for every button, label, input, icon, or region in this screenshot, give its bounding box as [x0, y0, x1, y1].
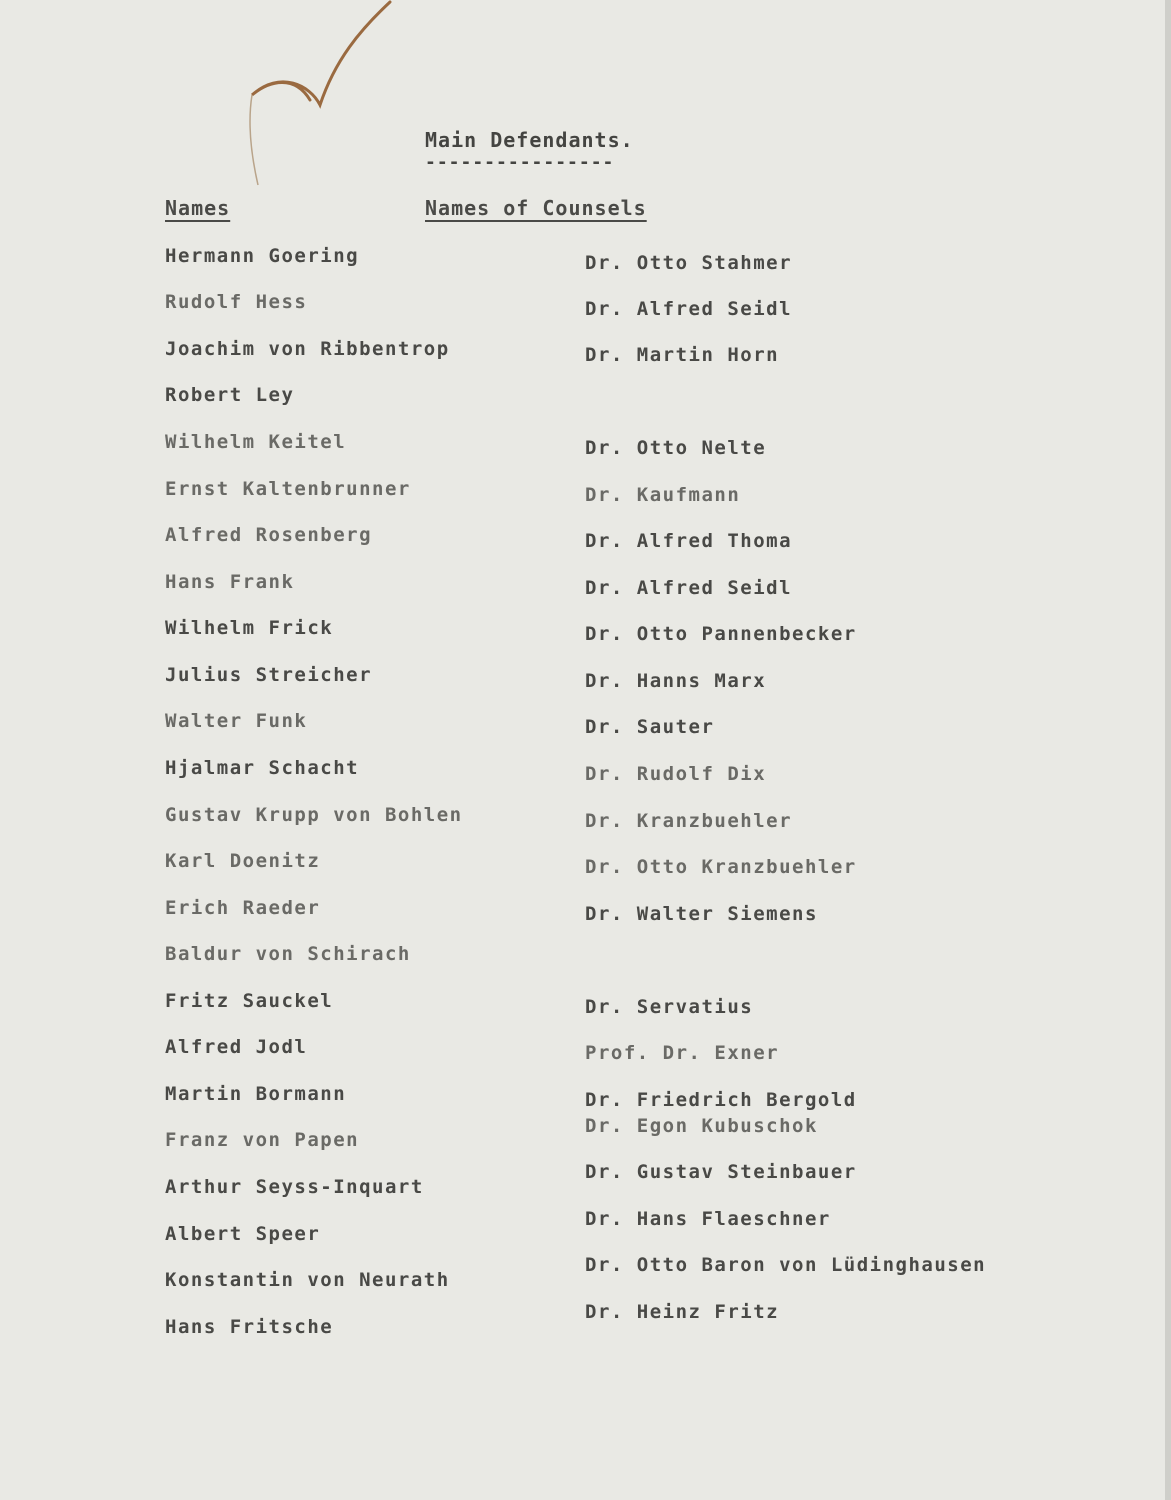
defendant-name: Karl Doenitz — [165, 850, 321, 872]
counsel-name: Dr. Kranzbuehler — [585, 810, 793, 832]
defendant-name: Wilhelm Keitel — [165, 431, 347, 453]
defendant-name: Albert Speer — [165, 1223, 321, 1245]
defendant-name: Arthur Seyss-Inquart — [165, 1176, 424, 1198]
defendant-name: Erich Raeder — [165, 897, 321, 919]
counsel-name: Dr. Heinz Fritz — [585, 1301, 780, 1323]
defendant-name: Martin Bormann — [165, 1083, 347, 1105]
counsel-name: Dr. Alfred Thoma — [585, 530, 793, 552]
document-title: Main Defendants. — [425, 128, 634, 152]
counsel-name: Dr. Alfred Seidl — [585, 577, 793, 599]
paper-edge — [1165, 0, 1171, 1500]
defendant-name: Hjalmar Schacht — [165, 757, 360, 779]
counsel-name: Dr. Hanns Marx — [585, 670, 767, 692]
ink-mark — [240, 0, 400, 190]
defendant-name: Baldur von Schirach — [165, 943, 411, 965]
counsel-name: Dr. Rudolf Dix — [585, 763, 767, 785]
defendant-name: Ernst Kaltenbrunner — [165, 478, 411, 500]
defendant-name: Wilhelm Frick — [165, 617, 334, 639]
counsel-name: Dr. Hans Flaeschner — [585, 1208, 831, 1230]
counsel-name: Dr. Otto Nelte — [585, 437, 767, 459]
defendant-name: Robert Ley — [165, 384, 295, 406]
defendant-name: Joachim von Ribbentrop — [165, 338, 450, 360]
counsel-name: Dr. Friedrich Bergold — [585, 1089, 857, 1111]
defendant-name: Alfred Rosenberg — [165, 524, 373, 546]
defendant-name: Hermann Goering — [165, 245, 360, 267]
defendant-name: Julius Streicher — [165, 664, 373, 686]
counsel-name: Dr. Otto Baron von Lüdinghausen — [585, 1254, 987, 1276]
counsel-name: Dr. Gustav Steinbauer — [585, 1161, 857, 1183]
defendant-name: Fritz Sauckel — [165, 990, 334, 1012]
counsel-name: Dr. Otto Kranzbuehler — [585, 856, 857, 878]
names-column-header: Names — [165, 196, 231, 220]
defendant-name: Hans Frank — [165, 571, 295, 593]
defendant-name: Hans Fritsche — [165, 1316, 334, 1338]
defendant-name: Walter Funk — [165, 710, 308, 732]
counsel-name: Dr. Egon Kubuschok — [585, 1115, 818, 1137]
counsel-name: Dr. Martin Horn — [585, 344, 780, 366]
counsels-column-header: Names of Counsels — [425, 196, 647, 220]
defendant-name: Rudolf Hess — [165, 291, 308, 313]
counsel-name: Dr. Otto Pannenbecker — [585, 623, 857, 645]
title-underline: ---------------- — [425, 152, 615, 173]
counsel-name: Dr. Kaufmann — [585, 484, 741, 506]
counsel-name: Dr. Alfred Seidl — [585, 298, 793, 320]
defendant-name: Gustav Krupp von Bohlen — [165, 804, 463, 826]
counsel-name: Dr. Sauter — [585, 716, 715, 738]
counsel-name: Dr. Walter Siemens — [585, 903, 818, 925]
counsel-name: Dr. Servatius — [585, 996, 754, 1018]
defendant-name: Konstantin von Neurath — [165, 1269, 450, 1291]
counsel-name: Dr. Otto Stahmer — [585, 252, 793, 274]
defendant-name: Franz von Papen — [165, 1129, 360, 1151]
counsel-name: Prof. Dr. Exner — [585, 1042, 780, 1064]
defendant-name: Alfred Jodl — [165, 1036, 308, 1058]
